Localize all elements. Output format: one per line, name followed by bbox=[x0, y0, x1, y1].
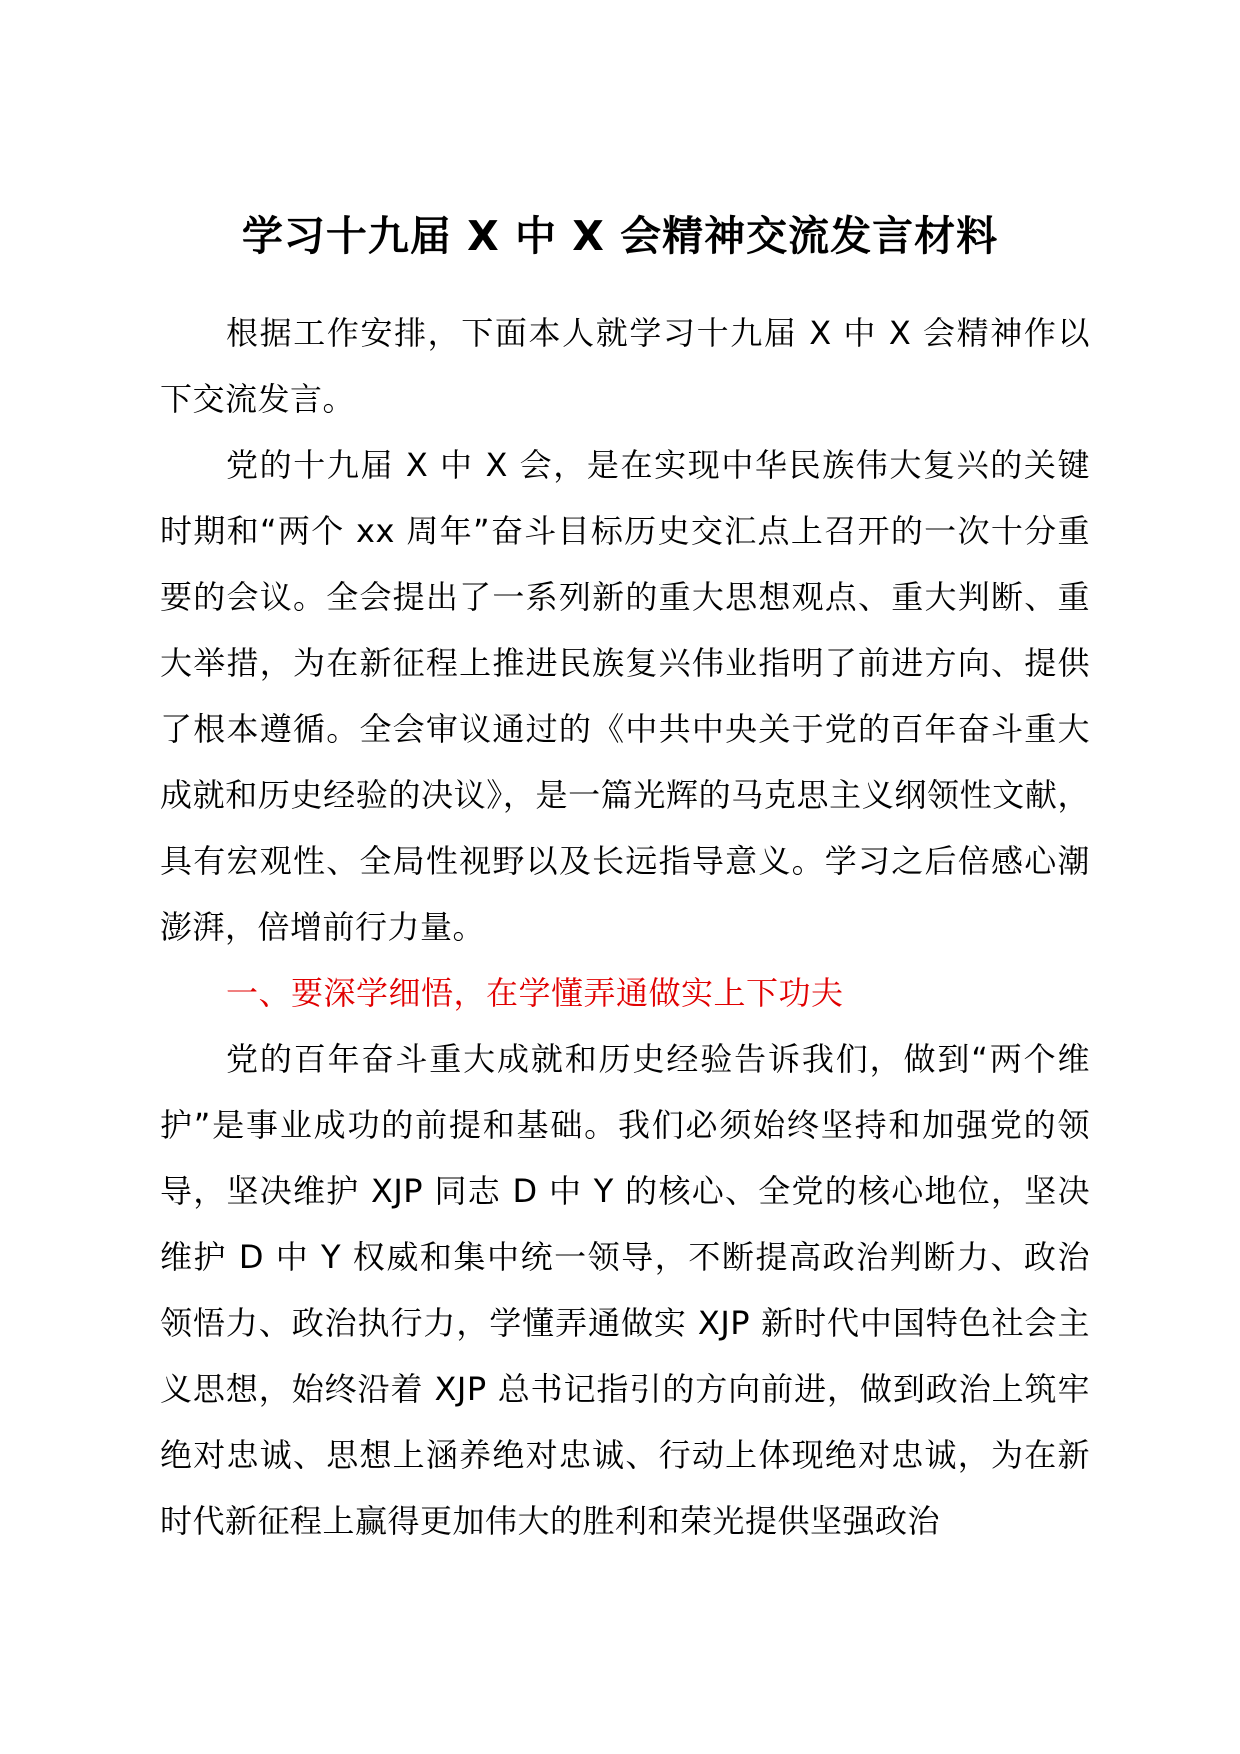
document-body bbox=[160, 300, 1090, 1554]
section-heading: 一、要深学细悟，在学懂弄通做实上下功夫 bbox=[226, 974, 844, 1012]
intro-paragraph: 根据工作安排，下面本人就学习十九届 X 中 X 会精神作以下交流发言。 bbox=[160, 314, 1090, 418]
section-paragraph: 党的百年奋斗重大成就和历史经验告诉我们，做到“两个维护”是事业成功的前提和基础。我们必须始终坚持和加强党的领导，坚决维护 XJP 同志 D 中 Y 的核心、全党的核心地位，坚决维护 D 中 Y 权威和集中统一领导，不断提高政治判断力、政治领悟力、政治执行力，学懂弄通做实 XJP 新时代中国特色社会主义思想，始终沿着 XJP 总书记指引的方向前进，做到政治上筑牢绝对忠诚、思想上涵养绝对忠诚、行动上体现绝对忠诚，为在新时代新征程上赢得更加伟大的胜利和荣光提供坚强政治 bbox=[160, 1040, 1090, 1540]
background-paragraph: 党的十九届 X 中 X 会，是在实现中华民族伟大复兴的关键时期和“两个 xx 周年”奋斗目标历史交汇点上召开的一次十分重要的会议。全会提出了一系列新的重大思想观点、重大判断、重大举措，为在新征程上推进民族复兴伟业指明了前进方向、提供了根本遵循。全会审议通过的《中共中央关于党的百年奋斗重大成就和历史经验的决议》，是一篇光辉的马克思主义纲领性文献，具有宏观性、全局性视野以及长远指导意义。学习之后倍感心潮澎湃，倍增前行力量。 bbox=[160, 446, 1090, 946]
document-title: 学习十九届 X 中 X 会精神交流发言材料 bbox=[241, 212, 999, 260]
